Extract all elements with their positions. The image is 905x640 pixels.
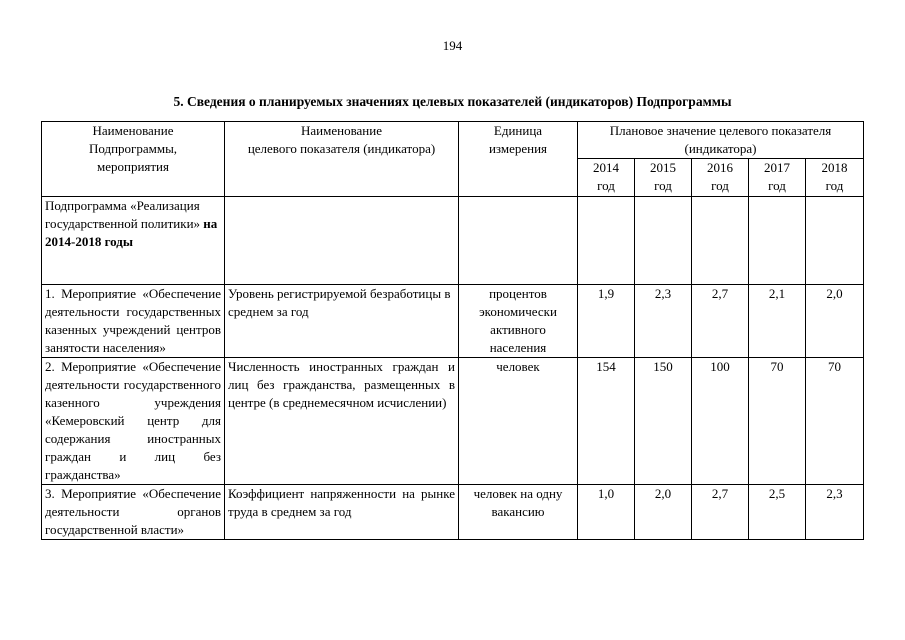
activity-cell: 2. Мероприятие «Обеспечение деятельности государственного казенного учреждения «Кемеровский центр для содержания иностранных граждан и лиц без гражданства» <box>42 358 225 485</box>
value-cell-2017: 2,5 <box>749 485 806 540</box>
value-cell-2014: 154 <box>578 358 635 485</box>
header-program-line3: мероприятия <box>96 159 169 174</box>
subprogram-name-bold: на 2014-2018 годы <box>45 216 218 249</box>
empty-cell <box>806 197 864 285</box>
indicator-cell: Численность иностранных граждан и лиц без гражданства, размещенных в центре (в среднемесячном исчислении) <box>225 358 459 485</box>
indicator-cell: Коэффициент напряженности на рынке труда в среднем за год <box>225 485 459 540</box>
value-cell-2015: 150 <box>635 358 692 485</box>
year-label: 2014 <box>593 160 619 175</box>
value-cell-2018: 70 <box>806 358 864 485</box>
table-row <box>42 485 864 540</box>
value-cell-2017: 2,1 <box>749 285 806 358</box>
page-number: 194 <box>442 38 463 53</box>
year-header-2018 <box>806 159 864 197</box>
empty-cell <box>578 197 635 285</box>
activity-cell: 3. Мероприятие «Обеспечение деятельности органов государственной власти» <box>42 485 225 540</box>
subprogram-name <box>42 197 225 285</box>
value-cell-2018: 2,0 <box>806 285 864 358</box>
section-title: 5. Сведения о планируемых значениях целевых показателей (индикаторов) Подпрограммы <box>173 94 732 109</box>
year-header-2016 <box>692 159 749 197</box>
header-unit <box>459 122 578 197</box>
empty-cell <box>692 197 749 285</box>
value-cell-2016: 100 <box>692 358 749 485</box>
table-row <box>42 285 864 358</box>
empty-cell <box>459 197 578 285</box>
header-program-line2: Подпрограммы, <box>88 141 178 156</box>
header-indicator <box>225 122 459 197</box>
year-suffix: год <box>768 178 786 193</box>
header-program-line1: Наименование <box>92 123 174 138</box>
unit-cell: человек <box>459 358 578 485</box>
header-indicator-line2: целевого показателя (индикатора) <box>247 141 436 156</box>
year-label: 2016 <box>707 160 733 175</box>
activity-cell: 1. Мероприятие «Обеспечение деятельности государственных казенных учреждений центров занятости населения» <box>42 285 225 358</box>
value-cell-2014: 1,9 <box>578 285 635 358</box>
unit-cell: процентов экономически активного населения <box>459 285 578 358</box>
value-cell-2016: 2,7 <box>692 285 749 358</box>
value-cell-2018: 2,3 <box>806 485 864 540</box>
empty-cell <box>749 197 806 285</box>
subprogram-row <box>42 197 864 285</box>
table-row <box>42 358 864 485</box>
header-plan <box>578 122 864 159</box>
subprogram-name-plain: Подпрограмма «Реализация государственной политики» <box>45 198 201 231</box>
header-plan-line1: Плановое значение целевого показателя <box>609 123 832 138</box>
value-cell-2016: 2,7 <box>692 485 749 540</box>
value-cell-2014: 1,0 <box>578 485 635 540</box>
empty-cell <box>225 197 459 285</box>
year-label: 2018 <box>821 160 848 175</box>
year-suffix: год <box>597 178 615 193</box>
header-program <box>42 122 225 197</box>
year-suffix: год <box>711 178 729 193</box>
empty-cell <box>635 197 692 285</box>
unit-cell: человек на одну вакансию <box>459 485 578 540</box>
indicators-table <box>41 121 864 540</box>
header-indicator-line1: Наименование <box>301 123 382 138</box>
year-header-2014 <box>578 159 635 197</box>
year-header-2017 <box>749 159 806 197</box>
header-unit-line1: Единица <box>493 123 543 138</box>
year-header-2015 <box>635 159 692 197</box>
value-cell-2017: 70 <box>749 358 806 485</box>
value-cell-2015: 2,3 <box>635 285 692 358</box>
value-cell-2015: 2,0 <box>635 485 692 540</box>
year-label: 2017 <box>764 160 790 175</box>
year-suffix: год <box>654 178 672 193</box>
year-suffix: год <box>825 178 844 193</box>
year-label: 2015 <box>650 160 676 175</box>
header-unit-line2: измерения <box>488 141 548 156</box>
indicator-cell: Уровень регистрируемой безработицы в среднем за год <box>225 285 459 358</box>
header-plan-line2: (индикатора) <box>684 141 757 156</box>
